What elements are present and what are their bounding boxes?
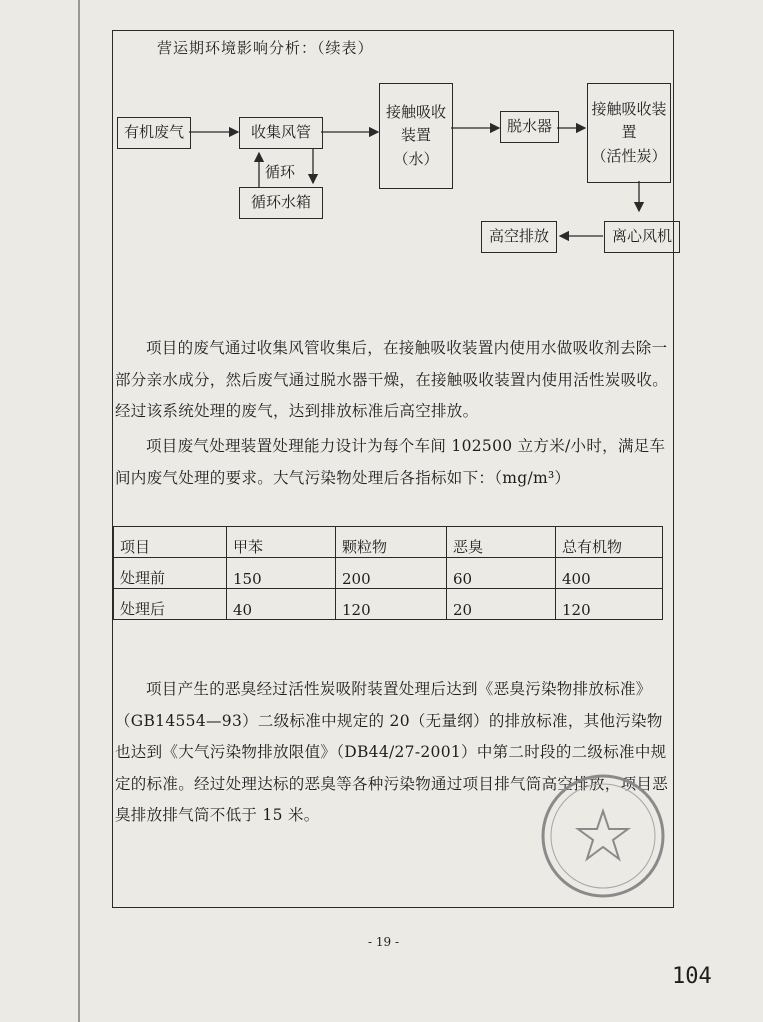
node-carbon-absorber [587, 83, 671, 183]
table-row [114, 589, 663, 620]
table-header-cell: 项目 [114, 527, 227, 558]
binding-line [78, 0, 80, 1022]
table-cell: 处理前 [114, 558, 227, 589]
node-carbon-absorber-line1: 接触吸收装 [591, 100, 667, 119]
corner-page-number: 104 [672, 964, 712, 989]
paragraph-standards-text: 项目产生的恶臭经过活性炭吸附装置处理后达到《恶臭污染物排放标准》（GB14554—93）二级标准中规定的 20（无量纲）的排放标准，其他污染物也达到《大气污染物排放限值》（DB44/27-2001）中第二时段的二级标准中规定的标准。经过处理达标的恶臭等各种污染物通过项目排气筒高空排放，项目恶臭排放排气筒不低于 15 米。 [115, 680, 669, 824]
table-cell: 120 [336, 589, 447, 620]
company-seal-stamp [538, 771, 668, 901]
node-high-exhaust-label: 高空排放 [488, 227, 549, 246]
node-collect-pipe [239, 117, 323, 149]
table-cell: 150 [227, 558, 336, 589]
node-water-tank [239, 187, 323, 219]
table-cell: 处理后 [114, 589, 227, 620]
table-header-cell: 颗粒物 [336, 527, 447, 558]
table-header-cell: 总有机物 [556, 527, 663, 558]
section-heading: 营运期环境影响分析：（续表） [157, 39, 374, 57]
node-organic-gas [117, 117, 191, 149]
node-water-tank-label: 循环水箱 [250, 193, 311, 212]
node-water-absorber-line2: 装置 [400, 126, 431, 145]
node-collect-pipe-label: 收集风管 [250, 123, 311, 142]
table-row [114, 558, 663, 589]
table-cell: 40 [227, 589, 336, 620]
content-frame [112, 30, 674, 908]
table-cell: 120 [556, 589, 663, 620]
page-number: - 19 - [368, 935, 400, 949]
node-water-absorber-line3: （水） [393, 149, 439, 168]
node-circulation-label: 循环 [265, 163, 296, 181]
node-centrifugal-fan-label: 离心风机 [611, 227, 672, 246]
pollutant-table [113, 526, 663, 620]
paragraph-capacity-text: 项目废气处理装置处理能力设计为每个车间 102500 立方米/小时，满足车间内废气处理的要求。大气污染物处理后各指标如下：（mg/m³） [115, 437, 666, 487]
paragraph-process [115, 333, 671, 428]
table-cell: 200 [336, 558, 447, 589]
table-cell: 400 [556, 558, 663, 589]
table-cell: 20 [447, 589, 556, 620]
table-header-cell: 恶臭 [447, 527, 556, 558]
node-organic-gas-label: 有机废气 [123, 123, 184, 142]
paragraph-process-text: 项目的废气通过收集风管收集后，在接触吸收装置内使用水做吸收剂去除一部分亲水成分，然后废气通过脱水器干燥，在接触吸收装置内使用活性炭吸收。经过该系统处理的废气，达到排放标准后高空排放。 [115, 339, 669, 420]
node-dehydrator [500, 111, 559, 143]
node-high-exhaust [481, 221, 557, 253]
node-carbon-absorber-line3: （活性炭） [591, 146, 667, 165]
node-water-absorber [379, 83, 453, 189]
paragraph-capacity [115, 431, 671, 494]
node-dehydrator-label: 脱水器 [506, 117, 552, 136]
node-carbon-absorber-line2: 置 [621, 123, 637, 142]
node-water-absorber-line1: 接触吸收 [385, 103, 446, 122]
node-centrifugal-fan [604, 221, 680, 253]
table-header-row [114, 527, 663, 558]
table-cell: 60 [447, 558, 556, 589]
table-header-cell: 甲苯 [227, 527, 336, 558]
